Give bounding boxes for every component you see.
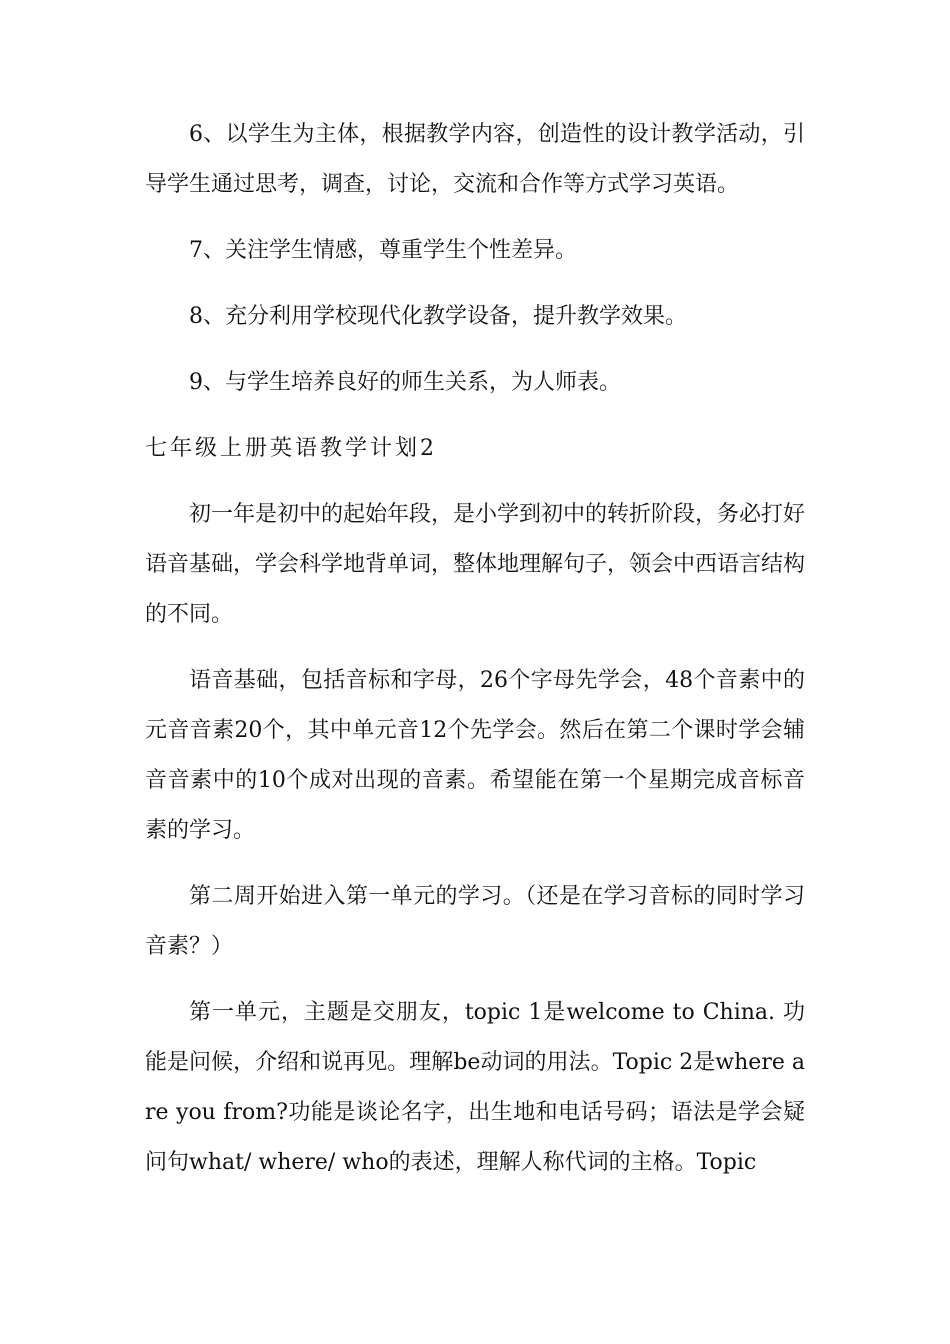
paragraph-intro: 初一年是初中的起始年段，是小学到初中的转折阶段，务必打好语音基础，学会科学地背单词，整体地理解句子，领会中西语言结构的不同。 [145, 502, 806, 627]
paragraph-item-7: 7、关注学生情感，尊重学生个性差异。 [189, 238, 577, 263]
paragraph-unit-one: 第一单元，主题是交朋友，topic 1是welcome to China. 功能是问候，介绍和说再见。理解be动词的用法。Topic 2是where are you from?功能是谈论名字，出生地和电话号码；语法是学会疑问句what/ where/ who的表述，理解人称代词的主格。Topic [145, 1000, 805, 1175]
paragraph-item-9: 9、与学生培养良好的师生关系，为人师表。 [189, 370, 621, 395]
section-heading: 七年级上册英语教学计划2 [145, 436, 437, 461]
paragraph-week-two: 第二周开始进入第一单元的学习。（还是在学习音标的同时学习音素？） [145, 884, 805, 959]
paragraph-item-6: 6、以学生为主体，根据教学内容，创造性的设计教学活动，引导学生通过思考，调查，讨论，交流和合作等方式学习英语。 [145, 122, 805, 197]
paragraph-item-8: 8、充分利用学校现代化教学设备，提升教学效果。 [189, 304, 687, 329]
paragraph-phonetics: 语音基础，包括音标和字母，26个字母先学会，48个音素中的元音音素20个，其中单元音12个先学会。然后在第二个课时学会辅音音素中的10个成对出现的音素。希望能在第一个星期完成音标音素的学习。 [145, 668, 805, 843]
